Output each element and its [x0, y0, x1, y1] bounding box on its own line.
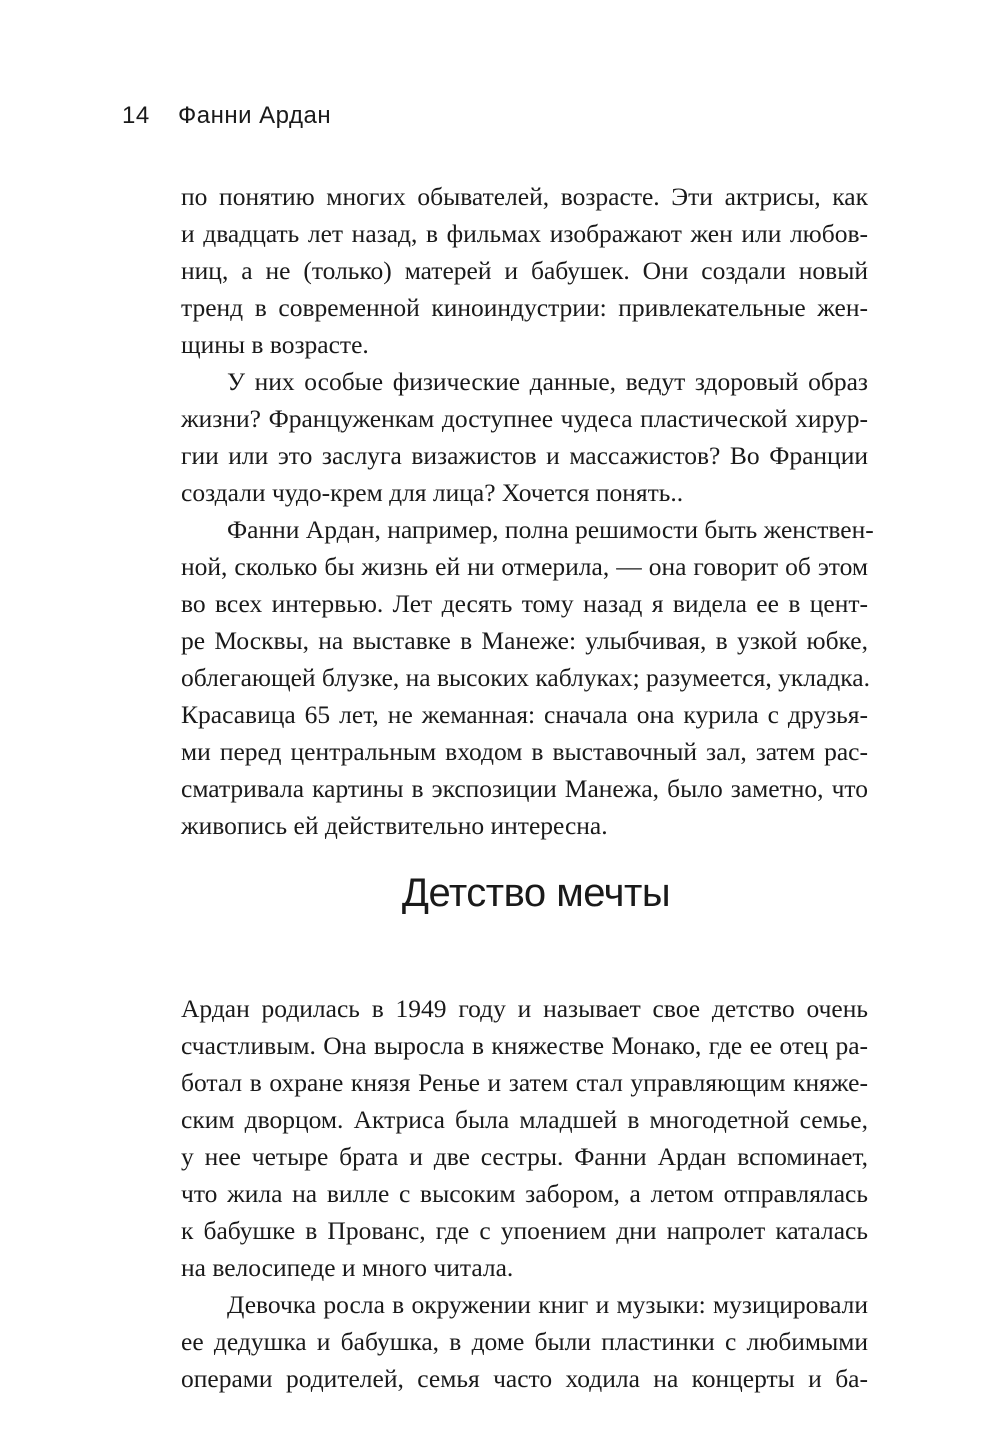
- paragraph: [181, 511, 874, 844]
- text-line: Красавица 65 лет, не жеманная: сначала она курила с друзья-: [181, 700, 868, 729]
- body-text-section-1: [181, 178, 874, 844]
- text-line: тренд в современной киноиндустрии: привлекательные жен-: [181, 293, 868, 322]
- running-header: [122, 102, 331, 130]
- body-text-section-2: [181, 990, 868, 1397]
- text-line: во всех интервью. Лет десять тому назад я видела ее в цент-: [181, 589, 868, 618]
- text-line: жизни? Француженкам доступнее чудеса пластической хирур-: [181, 404, 868, 433]
- section-heading: Детство мечты: [401, 871, 671, 915]
- paragraph: [181, 1286, 868, 1397]
- paragraph: [181, 178, 868, 363]
- text-line: ским дворцом. Актриса была младшей в многодетной семье,: [181, 1105, 868, 1134]
- text-line: гии или это заслуга визажистов и массажистов? Во Франции: [181, 441, 868, 470]
- text-line: Девочка росла в окружении книг и музыки: музицировали: [227, 1290, 868, 1319]
- text-line: щины в возрасте.: [181, 330, 369, 359]
- text-line: что жила на вилле с высоким забором, а летом отправлялась: [181, 1179, 868, 1208]
- text-line: Ардан родилась в 1949 году и называет свое детство очень: [181, 994, 868, 1023]
- text-line: облегающей блузке, на высоких каблуках; разумеется, укладка.: [181, 663, 870, 692]
- text-line: и двадцать лет назад, в фильмах изображают жен или любов-: [181, 219, 868, 248]
- text-line: ми перед центральным входом в выставочный зал, затем рас-: [181, 737, 868, 766]
- text-line: сматривала картины в экспозиции Манежа, было заметно, что: [181, 774, 868, 803]
- text-line: ной, сколько бы жизнь ей ни отмерила, — она говорит об этом: [181, 552, 868, 581]
- text-line: у нее четыре брата и две сестры. Фанни Ардан вспоминает,: [181, 1142, 868, 1171]
- text-line: к бабушке в Прованс, где с упоением дни напролет каталась: [181, 1216, 868, 1245]
- text-line: ее дедушка и бабушка, в доме были пластинки с любимыми: [181, 1327, 868, 1356]
- paragraph: [181, 990, 868, 1286]
- running-title: Фанни Ардан: [178, 102, 332, 129]
- paragraph: [181, 363, 868, 511]
- text-line: операми родителей, семья часто ходила на концерты и ба-: [181, 1364, 868, 1393]
- text-line: создали чудо-крем для лица? Хочется понять..: [181, 478, 684, 507]
- text-line: живопись ей действительно интересна.: [181, 811, 608, 840]
- text-line: ре Москвы, на выставке в Манеже: улыбчивая, в узкой юбке,: [181, 626, 868, 655]
- text-line: ниц, а не (только) матерей и бабушек. Они создали новый: [181, 256, 868, 285]
- text-line: ботал в охране князя Ренье и затем стал управляющим княже-: [181, 1068, 868, 1097]
- text-line: по понятию многих обывателей, возрасте. Эти актрисы, как: [181, 182, 868, 211]
- text-line: счастливым. Она выросла в княжестве Монако, где ее отец ра-: [181, 1031, 868, 1060]
- page-number: 14: [122, 102, 150, 129]
- text-line: У них особые физические данные, ведут здоровый образ: [227, 367, 868, 396]
- text-line: на велосипеде и много читала.: [181, 1253, 514, 1282]
- text-line: Фанни Ардан, например, полна решимости быть женствен-: [227, 515, 874, 544]
